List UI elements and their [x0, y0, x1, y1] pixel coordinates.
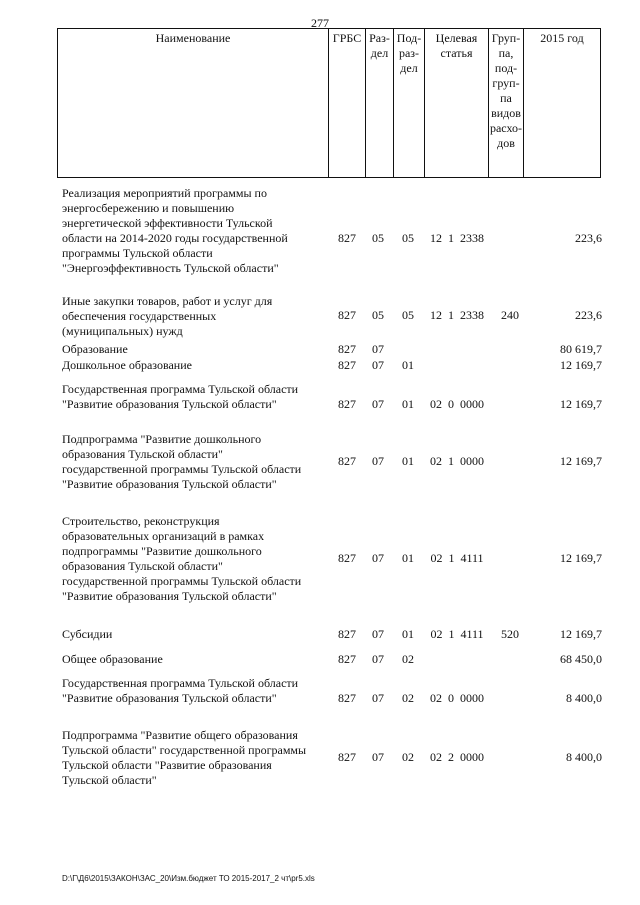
row-razdel: 07 — [372, 397, 384, 411]
table-row — [0, 728, 640, 788]
table-row — [0, 432, 640, 492]
header-name: Наименование — [58, 29, 329, 178]
row-grbs: 827 — [338, 397, 356, 411]
table-row — [0, 627, 640, 642]
row-name: Строительство, реконструкция образовательных организаций в рамках подпрограммы "Развитие дошкольного образования Тульской области" государственной программы Тульской области "Развитие образования Тульской области" — [62, 514, 302, 603]
row-name: Дошкольное образование — [62, 358, 192, 372]
row-razdel: 07 — [372, 627, 384, 641]
row-podrazdel: 01 — [402, 358, 414, 372]
row-razdel: 07 — [372, 750, 384, 764]
page-number: 277 — [311, 16, 329, 30]
row-amount: 12 169,7 — [560, 358, 602, 372]
row-amount: 12 169,7 — [560, 551, 602, 565]
row-grbs: 827 — [338, 551, 356, 565]
row-podrazdel: 02 — [402, 652, 414, 666]
row-celevaya-statya: 02 1 4111 — [430, 551, 484, 565]
row-podrazdel: 02 — [402, 691, 414, 705]
table-row — [0, 186, 640, 276]
row-grbs: 827 — [338, 308, 356, 322]
header-celevaya-statya: Целевая статья — [425, 29, 489, 178]
row-name: Государственная программа Тульской области "Развитие образования Тульской области" — [62, 382, 299, 411]
row-grbs: 827 — [338, 652, 356, 666]
row-razdel: 07 — [372, 454, 384, 468]
row-podrazdel: 01 — [402, 627, 414, 641]
row-amount: 223,6 — [575, 231, 602, 245]
row-amount: 223,6 — [575, 308, 602, 322]
table-row — [0, 358, 640, 373]
row-podrazdel: 01 — [402, 454, 414, 468]
row-celevaya-statya: 02 0 0000 — [430, 691, 484, 705]
header-razdel: Раз- дел — [366, 29, 394, 178]
row-grbs: 827 — [338, 750, 356, 764]
row-amount: 8 400,0 — [566, 750, 602, 764]
row-razdel: 05 — [372, 231, 384, 245]
row-grbs: 827 — [338, 627, 356, 641]
table-row — [0, 514, 640, 604]
row-grbs: 827 — [338, 358, 356, 372]
row-podrazdel: 01 — [402, 397, 414, 411]
table-row — [0, 676, 640, 706]
row-amount: 12 169,7 — [560, 454, 602, 468]
row-name: Реализация мероприятий программы по энергосбережению и повышению энергетической эффективности Тульской области на 2014-2020 годы государственной программы Тульской области "Энергоэффективность Тульской области" — [62, 186, 288, 275]
row-razdel: 07 — [372, 358, 384, 372]
row-razdel: 05 — [372, 308, 384, 322]
row-grbs: 827 — [338, 231, 356, 245]
row-razdel: 07 — [372, 551, 384, 565]
row-name: Иные закупки товаров, работ и услуг для обеспечения государственных (муниципальных) нужд — [62, 294, 273, 338]
table-row — [0, 652, 640, 667]
row-celevaya-statya: 02 1 4111 — [430, 627, 484, 641]
row-celevaya-statya: 02 2 0000 — [430, 750, 484, 764]
row-name: Образование — [62, 342, 128, 356]
row-grbs: 827 — [338, 691, 356, 705]
row-podrazdel: 02 — [402, 750, 414, 764]
row-podrazdel: 01 — [402, 551, 414, 565]
table-row — [0, 342, 640, 357]
row-name: Субсидии — [62, 627, 113, 641]
row-name: Государственная программа Тульской области "Развитие образования Тульской области" — [62, 676, 299, 705]
row-razdel: 07 — [372, 342, 384, 356]
row-celevaya-statya: 02 0 0000 — [430, 397, 484, 411]
row-podrazdel: 05 — [402, 308, 414, 322]
header-podrazdel: Под- раз- дел — [394, 29, 425, 178]
row-amount: 80 619,7 — [560, 342, 602, 356]
header-grbs: ГРБС — [329, 29, 366, 178]
file-path-footer: D:\Г\Д6\2015\ЗАКОН\ЗАС_20\Изм.бюджет ТО 2015-2017_2 чт\pr5.xls — [62, 874, 315, 883]
row-amount: 68 450,0 — [560, 652, 602, 666]
table-row — [0, 382, 640, 412]
row-razdel: 07 — [372, 691, 384, 705]
row-podrazdel: 05 — [402, 231, 414, 245]
table-row — [0, 294, 640, 339]
row-name: Подпрограмма "Развитие общего образования Тульской области" государственной программы Тульской области "Развитие образования Тульской области" — [62, 728, 307, 787]
row-celevaya-statya: 12 1 2338 — [430, 308, 484, 322]
row-celevaya-statya: 02 1 0000 — [430, 454, 484, 468]
row-celevaya-statya: 12 1 2338 — [430, 231, 484, 245]
row-grbs: 827 — [338, 342, 356, 356]
row-name: Подпрограмма "Развитие дошкольного образования Тульской области" государственной программы Тульской области "Развитие образования Тульской области" — [62, 432, 302, 491]
row-name: Общее образование — [62, 652, 163, 666]
row-amount: 12 169,7 — [560, 397, 602, 411]
table-header — [57, 28, 601, 178]
row-vid-rashodov: 520 — [501, 627, 519, 641]
row-grbs: 827 — [338, 454, 356, 468]
row-amount: 12 169,7 — [560, 627, 602, 641]
header-year: 2015 год — [524, 29, 601, 178]
row-vid-rashodov: 240 — [501, 308, 519, 322]
header-gruppa-vidov: Груп- па, под- груп- па видов расхо- дов — [489, 29, 524, 178]
row-razdel: 07 — [372, 652, 384, 666]
row-amount: 8 400,0 — [566, 691, 602, 705]
